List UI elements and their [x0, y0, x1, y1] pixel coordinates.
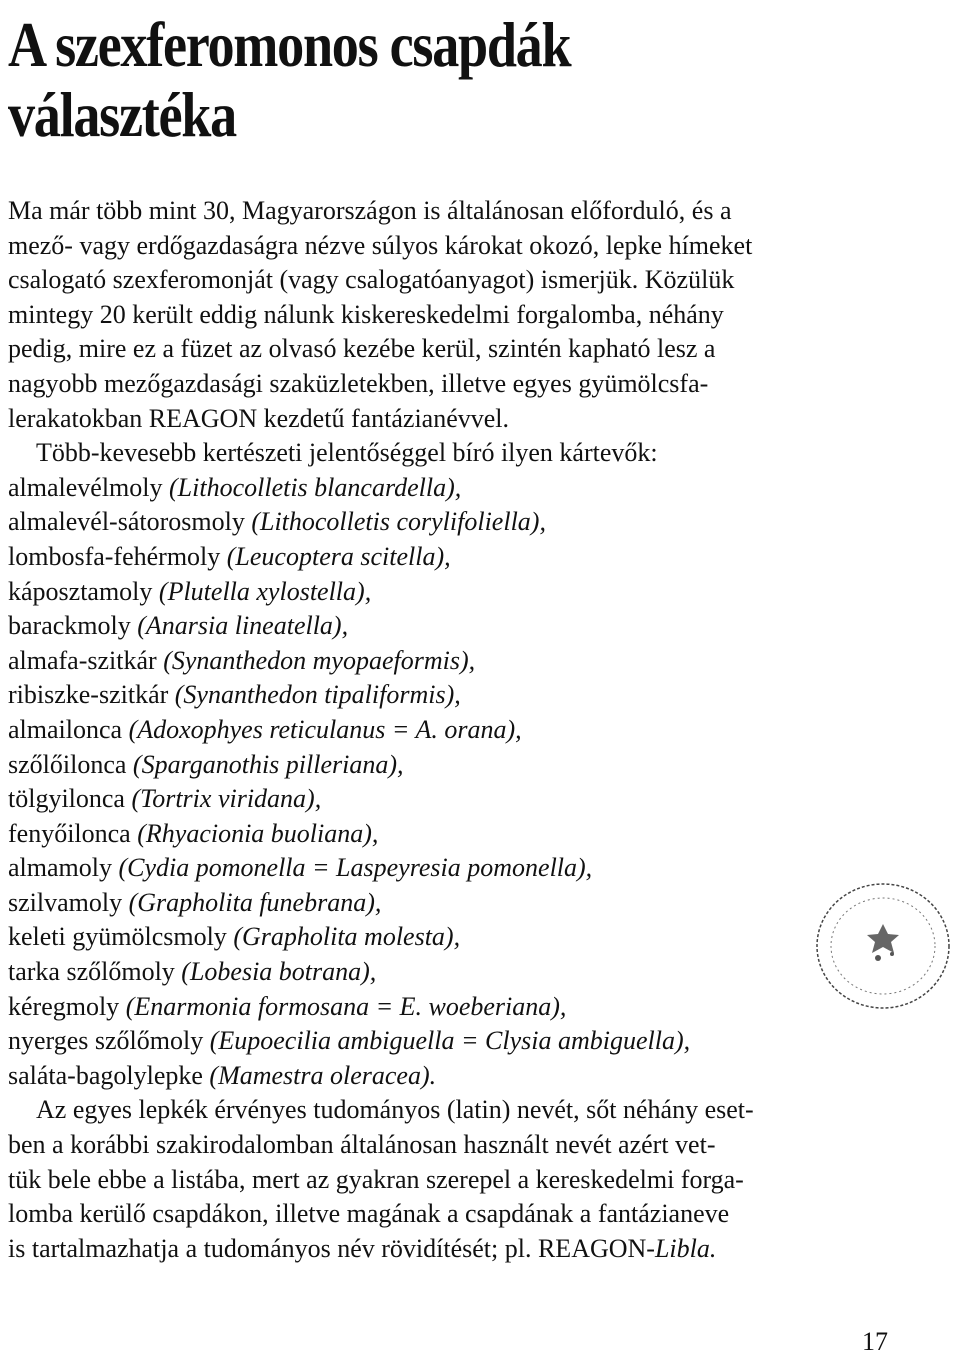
- species-latin-name: (Lobesia botrana),: [181, 957, 377, 987]
- species-row: [8, 886, 888, 921]
- intro-paragraph: [8, 194, 888, 436]
- species-row: [8, 540, 888, 575]
- species-latin-name: (Enarmonia formosana = E. woeberiana),: [125, 991, 567, 1021]
- species-row: [8, 678, 888, 713]
- species-latin-name: (Synanthedon tipaliformis),: [174, 680, 461, 710]
- intro-line: Ma már több mint 30, Magyarországon is általánosan előforduló, és a: [8, 196, 732, 225]
- species-row: [8, 609, 888, 644]
- species-latin-name: (Adoxophyes reticulanus = A. orana),: [128, 714, 522, 744]
- species-latin-name: (Grapholita funebrana),: [128, 887, 382, 917]
- intro-line: mintegy 20 került eddig nálunk kiskereskedelmi forgalomba, néhány: [8, 299, 724, 329]
- species-row: [8, 1024, 888, 1059]
- species-latin-name: (Tortrix viridana),: [131, 784, 322, 814]
- intro-line: nagyobb mezőgazdasági szaküzletekben, illetve egyes gyümölcsfa-: [8, 368, 709, 398]
- species-common-name: almalevélmoly: [8, 472, 163, 502]
- species-row: [8, 505, 888, 540]
- body-text: [8, 194, 888, 1266]
- species-common-name: almafa-szitkár: [8, 645, 157, 675]
- species-common-name: almailonca: [8, 714, 123, 744]
- species-common-name: fenyőilonca: [8, 818, 131, 848]
- species-row: [8, 782, 888, 817]
- species-latin-name: (Plutella xylostella),: [158, 576, 372, 606]
- closing-line-last: [8, 1232, 888, 1267]
- species-row: [8, 575, 888, 610]
- species-latin-name: (Cydia pomonella = Laspeyresia pomonella),: [118, 853, 593, 883]
- species-latin-name: (Lithocolletis corylifoliella),: [251, 507, 546, 537]
- closing-line: ben a korábbi szakirodalomban általánosan használt nevét azért vet-: [8, 1130, 716, 1160]
- closing-example: Libla.: [654, 1233, 717, 1263]
- species-latin-name: (Synanthedon myopaeformis),: [163, 645, 476, 675]
- list-intro-paragraph: [8, 436, 888, 471]
- species-row: [8, 748, 888, 783]
- species-common-name: szilvamoly: [8, 887, 123, 917]
- intro-line: lerakatokban REAGON kezdetű fantázianévvel.: [8, 403, 510, 433]
- species-common-name: szőlőilonca: [8, 749, 127, 779]
- species-common-name: ribiszke-szitkár: [8, 680, 169, 710]
- species-common-name: almalevél-sátorosmoly: [8, 507, 245, 537]
- library-stamp-icon: [808, 876, 958, 1016]
- species-latin-name: (Rhyacionia buoliana),: [137, 818, 379, 848]
- list-intro: Több-kevesebb kertészeti jelentőséggel bíró ilyen kártevők:: [36, 438, 658, 468]
- closing-line: tük bele ebbe a listába, mert az gyakran szerepel a kereskedelmi forga-: [8, 1164, 744, 1194]
- species-row: [8, 817, 888, 852]
- species-row: [8, 851, 888, 886]
- closing-line-text: is tartalmazhatja a tudományos név rövidítését; pl. REAGON-: [8, 1233, 655, 1263]
- species-row: [8, 471, 888, 506]
- species-latin-name: (Sparganothis pilleriana),: [132, 749, 404, 779]
- species-row: [8, 990, 888, 1025]
- title-line-2: választéka: [8, 80, 236, 150]
- species-common-name: kéregmoly: [8, 991, 120, 1021]
- page-number: 17: [862, 1327, 888, 1356]
- closing-line: lomba kerülő csapdákon, illetve magának a csapdának a fantázianeve: [8, 1199, 730, 1229]
- intro-line: csalogató szexferomonját (vagy csalogatóanyagot) ismerjük. Közülük: [8, 265, 735, 295]
- species-row: [8, 920, 888, 955]
- closing-line: Az egyes lepkék érvényes tudományos (latin) nevét, sőt néhány eset-: [36, 1095, 754, 1125]
- species-latin-name: (Lithocolletis blancardella),: [169, 472, 462, 502]
- species-latin-name: (Anarsia lineatella),: [137, 611, 349, 641]
- intro-line: pedig, mire ez a füzet az olvasó kezébe kerül, szintén kapható lesz a: [8, 334, 716, 364]
- species-common-name: lombosfa-fehérmoly: [8, 541, 221, 571]
- species-latin-name: (Leucoptera scitella),: [226, 541, 451, 571]
- species-row: [8, 713, 888, 748]
- species-common-name: tarka szőlőmoly: [8, 957, 175, 987]
- species-common-name: barackmoly: [8, 611, 131, 641]
- species-list: [8, 471, 888, 1094]
- species-common-name: almamoly: [8, 853, 112, 883]
- page-title: [8, 10, 868, 150]
- title-line-1: A szexferomonos csapdák: [8, 10, 571, 80]
- species-common-name: nyerges szőlőmoly: [8, 1026, 204, 1056]
- species-latin-name: (Eupoecilia ambiguella = Clysia ambiguella),: [209, 1026, 691, 1056]
- species-latin-name: (Mamestra oleracea).: [209, 1060, 437, 1090]
- species-row: [8, 1059, 888, 1094]
- species-latin-name: (Grapholita molesta),: [233, 922, 461, 952]
- closing-paragraph: [8, 1093, 888, 1266]
- species-common-name: keleti gyümölcsmoly: [8, 922, 227, 952]
- species-common-name: káposztamoly: [8, 576, 153, 606]
- species-row: [8, 644, 888, 679]
- species-common-name: tölgyilonca: [8, 784, 125, 814]
- species-row: [8, 955, 888, 990]
- intro-line: mező- vagy erdőgazdaságra nézve súlyos károkat okozó, lepke hímeket: [8, 230, 753, 260]
- species-common-name: saláta-bagolylepke: [8, 1060, 203, 1090]
